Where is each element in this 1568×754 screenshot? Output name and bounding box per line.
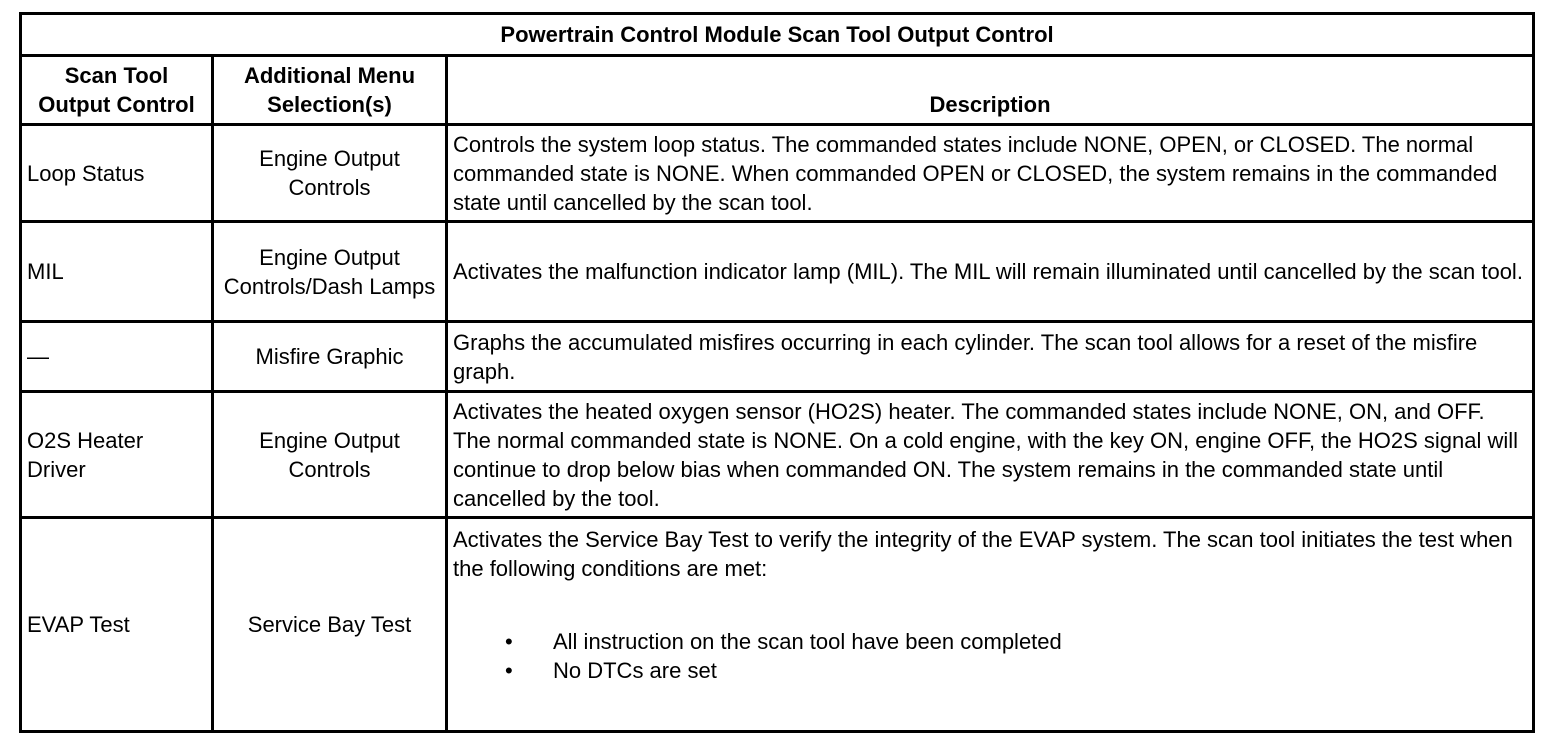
table-row xyxy=(21,222,1534,322)
header-scan-tool-output-control: Scan Tool Output Control xyxy=(21,56,213,125)
header-additional-menu-selections: Additional Menu Selection(s) xyxy=(213,56,447,125)
header-description: Description xyxy=(447,56,1534,125)
output-control-table xyxy=(19,12,1535,733)
cell-control: MIL xyxy=(21,222,213,322)
table-title: Powertrain Control Module Scan Tool Output Control xyxy=(21,14,1534,56)
cell-menu: Service Bay Test xyxy=(213,518,447,732)
cell-description: Activates the malfunction indicator lamp (MIL). The MIL will remain illuminated until cancelled by the scan tool. xyxy=(447,222,1534,322)
cell-description xyxy=(447,518,1534,732)
table-row xyxy=(21,392,1534,518)
list-item: • No DTCs are set xyxy=(453,656,1527,685)
list-item: • All instruction on the scan tool have been completed xyxy=(453,627,1527,656)
conditions-list xyxy=(453,627,1527,685)
evap-description-text: Activates the Service Bay Test to verify the integrity of the EVAP system. The scan tool initiates the test when the following conditions are met: xyxy=(453,527,1513,581)
cell-control: — xyxy=(21,322,213,392)
cell-menu: Engine Output Controls/Dash Lamps xyxy=(213,222,447,322)
table-row xyxy=(21,322,1534,392)
table-row xyxy=(21,518,1534,732)
table-title-row xyxy=(21,14,1534,56)
cell-control: Loop Status xyxy=(21,125,213,222)
cell-description: Graphs the accumulated misfires occurring in each cylinder. The scan tool allows for a reset of the misfire graph. xyxy=(447,322,1534,392)
cell-description: Activates the heated oxygen sensor (HO2S) heater. The commanded states include NONE, ON, and OFF. The normal commanded state is NONE. On a cold engine, with the key ON, engine OFF, the HO2S signal will continue to drop below bias when commanded ON. The system remains in the commanded state until cancelled by the tool. xyxy=(447,392,1534,518)
table-header-row xyxy=(21,56,1534,125)
cell-control: EVAP Test xyxy=(21,518,213,732)
cell-menu: Engine Output Controls xyxy=(213,392,447,518)
cell-menu: Misfire Graphic xyxy=(213,322,447,392)
cell-description: Controls the system loop status. The commanded states include NONE, OPEN, or CLOSED. The normal commanded state is NONE. When commanded OPEN or CLOSED, the system remains in the commanded state until cancelled by the scan tool. xyxy=(447,125,1534,222)
cell-menu: Engine Output Controls xyxy=(213,125,447,222)
cell-control: O2S Heater Driver xyxy=(21,392,213,518)
table-row xyxy=(21,125,1534,222)
